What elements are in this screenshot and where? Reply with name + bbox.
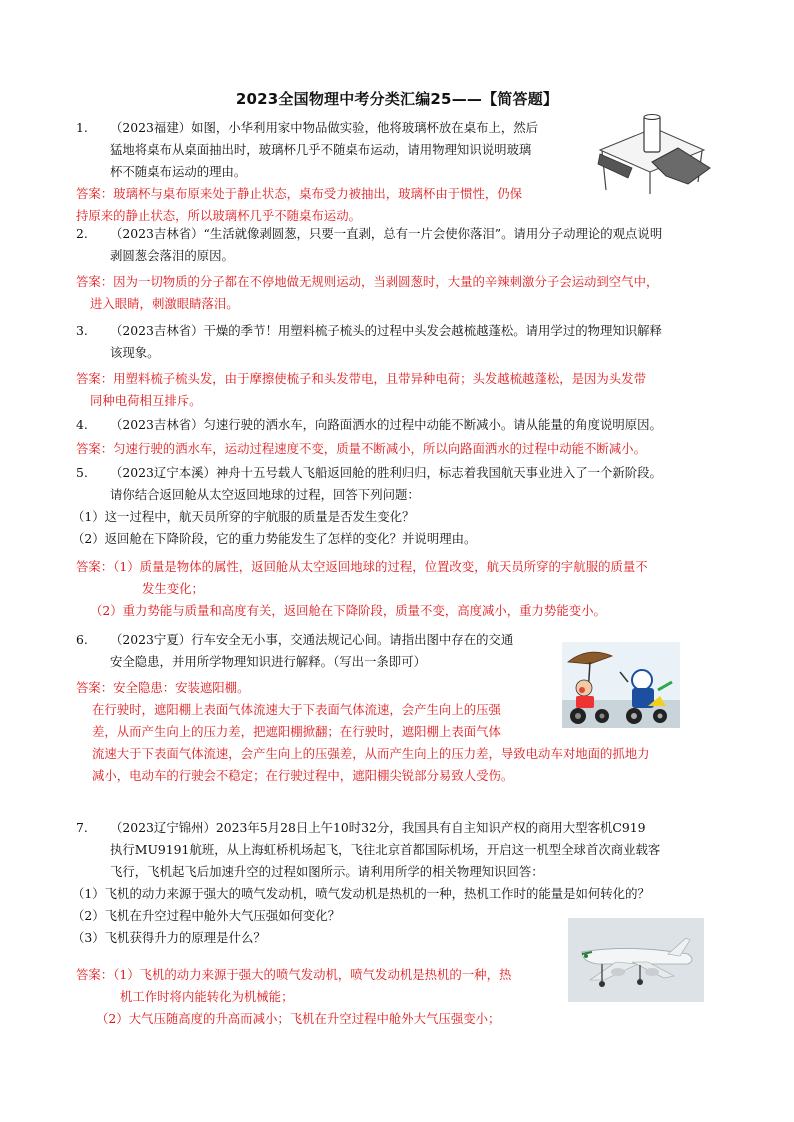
question-number: 6.	[76, 632, 88, 647]
answer-text: 差，从而产生向上的压力差，把遮阳棚掀翻；在行驶时，遮阳棚上表面气体	[92, 724, 501, 739]
question-text: 杯不随桌布运动的理由。	[110, 164, 247, 179]
question-text: （2023辽宁本溪）神舟十五号载人飞船返回舱的胜利归归，标志着我国航天事业进入了一个新阶段。	[110, 465, 662, 480]
question-text: 剥圆葱会落泪的原因。	[110, 248, 234, 263]
answer-2	[76, 271, 658, 315]
answer-text: （2）大气压随高度的升高而减小；飞机在升空过程中舱外大气压强变小；	[96, 1011, 501, 1026]
answer-text: （2）重力势能与质量和高度有关，返回舱在下降阶段，质量不变，高度减小，重力势能变小。	[90, 603, 606, 618]
answer-text: 减小，电动车的行驶会不稳定；在行驶过程中，遮阳棚尖锐部分易致人受伤。	[92, 768, 514, 783]
question-2	[76, 223, 662, 267]
answer-text: 答案：用塑料梳子梳头发，由于摩擦使梳子和头发带电，且带异种电荷；头发越梳越蓬松，是因为头发带	[76, 371, 646, 386]
question-number: 1.	[76, 120, 88, 135]
answer-3	[76, 368, 646, 412]
question-number: 7.	[76, 820, 88, 835]
question-text: （2023辽宁锦州）2023年5月28日上午10时32分，我国具有自主知识产权的商用大型客机C919	[110, 820, 646, 835]
answer-text: 答案：（1）飞机的动力来源于强大的喷气发动机，喷气发动机是热机的一种，热	[76, 967, 512, 982]
sub-question: （1）这一过程中，航天员所穿的宇航服的质量是否发生变化？	[72, 509, 415, 524]
answer-text: 流速大于下表面气体流速，会产生向上的压强差，从而产生向上的压力差，导致电动车对地面的抓地力	[92, 746, 650, 761]
question-text: （2023吉林省）干燥的季节！用塑料梳子梳头的过程中头发会越梳越蓬松。请用学过的物理知识解释	[110, 323, 662, 338]
answer-text: 持原来的静止状态，所以玻璃杯几乎不随桌布运动。	[76, 208, 361, 223]
answer-text: 答案：因为一切物质的分子都在不停地做无规则运动，当剥圆葱时，大量的辛辣刺激分子会运动到空气中，	[76, 274, 659, 289]
question-number: 2.	[76, 226, 88, 241]
question-number: 5.	[76, 465, 88, 480]
answer-text: 发生变化；	[142, 581, 204, 596]
question-number: 4.	[76, 417, 88, 432]
answer-text: 进入眼睛，刺激眼睛落泪。	[90, 296, 239, 311]
question-text: （2023宁夏）行车安全无小事，交通法规记心间。请指出图中存在的交通	[110, 632, 514, 647]
question-4	[76, 414, 662, 436]
question-5	[72, 462, 662, 550]
question-text: （2023福建）如图，小华利用家中物品做实验，他将玻璃杯放在桌布上，然后	[110, 120, 539, 135]
answer-4	[76, 438, 646, 460]
answer-text: 答案：玻璃杯与桌布原来处于静止状态，桌布受力被抽出，玻璃杯由于惯性，仍保	[76, 186, 523, 201]
question-text: 安全隐患，并用所学物理知识进行解释。（写出一条即可）	[110, 654, 426, 669]
scooter-sunshade-illustration	[562, 642, 680, 728]
question-text: 飞行，飞机起飞后加速升空的过程如图所示。请利用所学的相关物理知识回答：	[110, 864, 544, 879]
answer-text: 答案：安全隐患：安装遮阳棚。	[76, 680, 250, 695]
answer-5	[76, 556, 648, 622]
question-text: （2023吉林省）匀速行驶的洒水车，向路面洒水的过程中动能不断减小。请从能量的角度说明原因。	[110, 417, 662, 432]
answer-text: 机工作时将内能转化为机械能；	[120, 989, 294, 1004]
sub-question: （2）返回舱在下降阶段，它的重力势能发生了怎样的变化？并说明理由。	[72, 531, 477, 546]
question-6	[76, 629, 513, 673]
answer-7	[76, 964, 511, 1030]
question-1	[76, 117, 538, 183]
c919-airplane-photo	[568, 918, 704, 1002]
page-title: 2023全国物理中考分类汇编25——【简答题】	[235, 90, 559, 108]
question-text: 猛地将桌布从桌面抽出时，玻璃杯几乎不随桌布运动，请用物理知识说明玻璃	[110, 142, 532, 157]
question-text: （2023吉林省）“生活就像剥圆葱，只要一直剥，总有一片会使你落泪”。请用分子动理论的观点说明	[110, 226, 663, 241]
sub-question: （1）飞机的动力来源于强大的喷气发动机，喷气发动机是热机的一种，热机工作时的能量是如何转化的？	[72, 886, 650, 901]
sub-question: （3）飞机获得升力的原理是什么？	[72, 930, 266, 945]
table-cloth-glass-illustration	[592, 110, 714, 196]
question-number: 3.	[76, 323, 88, 338]
answer-text: 答案：匀速行驶的洒水车，运动过程速度不变，质量不断减小，所以向路面洒水的过程中动能不断减小。	[76, 441, 646, 456]
question-text: 该现象。	[110, 345, 160, 360]
question-text: 请你结合返回舱从太空返回地球的过程，回答下列问题：	[110, 487, 420, 502]
answer-text: 同种电荷相互排斥。	[90, 393, 202, 408]
question-text: 执行MU9191航班，从上海虹桥机场起飞，飞往北京首都国际机场，开启这一机型全球首次商业载客	[110, 842, 661, 857]
answer-text: 答案：（1）质量是物体的属性，返回舱从太空返回地球的过程，位置改变，航天员所穿的宇航服的质量不	[76, 559, 648, 574]
answer-1	[76, 183, 522, 227]
answer-text: 在行驶时，遮阳棚上表面气体流速大于下表面气体流速，会产生向上的压强	[92, 702, 501, 717]
question-3	[76, 320, 662, 364]
sub-question: （2）飞机在升空过程中舱外大气压强如何变化？	[72, 908, 341, 923]
